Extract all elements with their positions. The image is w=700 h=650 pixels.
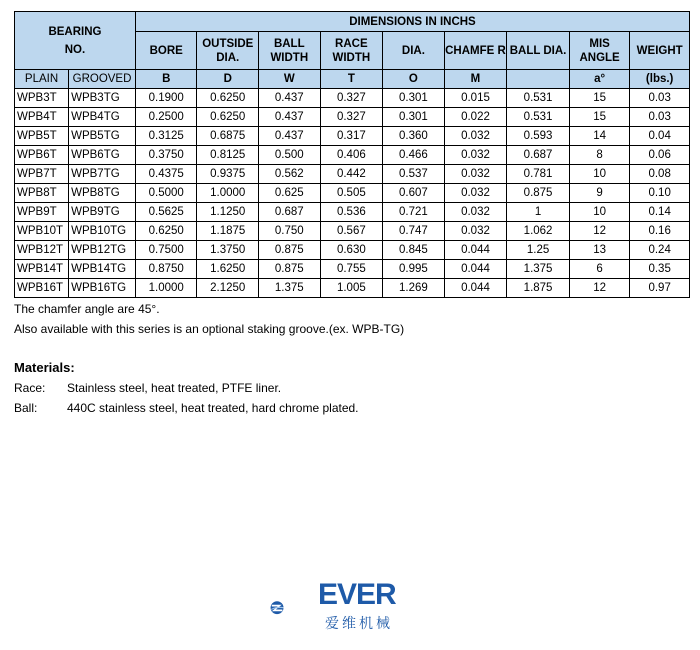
column-symbol: (lbs.) xyxy=(630,70,690,89)
grooved-part-number: WPB9TG xyxy=(69,203,136,222)
column-header: BORE xyxy=(135,32,197,70)
table-cell: 0.537 xyxy=(383,165,445,184)
table-row xyxy=(15,184,690,203)
table-row xyxy=(15,146,690,165)
table-cell: 0.4375 xyxy=(135,165,197,184)
column-header: BALL DIA. xyxy=(507,32,570,70)
column-header: WEIGHT xyxy=(630,32,690,70)
dimensions-title: DIMENSIONS IN INCHS xyxy=(135,12,689,32)
table-cell: 15 xyxy=(569,89,629,108)
plain-part-number: WPB9T xyxy=(15,203,69,222)
table-cell: 13 xyxy=(569,241,629,260)
table-cell: 0.442 xyxy=(320,165,383,184)
table-cell: 6 xyxy=(569,260,629,279)
grooved-part-number: WPB10TG xyxy=(69,222,136,241)
table-cell: 0.03 xyxy=(630,108,690,127)
table-cell: 0.301 xyxy=(383,89,445,108)
ever-logo-icon xyxy=(270,583,320,633)
plain-part-number: WPB6T xyxy=(15,146,69,165)
grooved-part-number: WPB4TG xyxy=(69,108,136,127)
table-cell: 0.687 xyxy=(259,203,321,222)
table-cell: 0.044 xyxy=(444,241,507,260)
table-cell: 10 xyxy=(569,203,629,222)
bearing-no-header: BEARING NO. xyxy=(15,12,136,70)
table-cell: 0.032 xyxy=(444,203,507,222)
grooved-part-number: WPB14TG xyxy=(69,260,136,279)
table-cell: 0.875 xyxy=(507,184,570,203)
table-row xyxy=(15,108,690,127)
table-cell: 0.6250 xyxy=(197,108,259,127)
table-cell: 1.25 xyxy=(507,241,570,260)
table-cell: 0.06 xyxy=(630,146,690,165)
table-cell: 0.3750 xyxy=(135,146,197,165)
table-row xyxy=(15,127,690,146)
table-cell: 0.7500 xyxy=(135,241,197,260)
table-cell: 0.437 xyxy=(259,89,321,108)
table-cell: 0.630 xyxy=(320,241,383,260)
table-cell: 0.6250 xyxy=(197,89,259,108)
table-cell: 0.6250 xyxy=(135,222,197,241)
column-symbol: O xyxy=(383,70,445,89)
column-header: RACE WIDTH xyxy=(320,32,383,70)
column-header: CHAMFE R xyxy=(444,32,507,70)
table-cell: 0.781 xyxy=(507,165,570,184)
table-cell: 10 xyxy=(569,165,629,184)
table-cell: 0.437 xyxy=(259,108,321,127)
table-cell: 1.875 xyxy=(507,279,570,298)
table-cell: 0.044 xyxy=(444,279,507,298)
table-cell: 0.845 xyxy=(383,241,445,260)
table-cell: 1.1875 xyxy=(197,222,259,241)
table-cell: 9 xyxy=(569,184,629,203)
table-cell: 2.1250 xyxy=(197,279,259,298)
table-cell: 0.875 xyxy=(259,241,321,260)
material-key: Ball: xyxy=(14,401,38,415)
table-cell: 1.6250 xyxy=(197,260,259,279)
table-cell: 0.6875 xyxy=(197,127,259,146)
table-cell: 0.9375 xyxy=(197,165,259,184)
table-row xyxy=(15,279,690,298)
table-row xyxy=(15,203,690,222)
grooved-part-number: WPB5TG xyxy=(69,127,136,146)
table-cell: 0.97 xyxy=(630,279,690,298)
table-cell: 0.032 xyxy=(444,146,507,165)
table-cell: 0.2500 xyxy=(135,108,197,127)
table-cell: 0.04 xyxy=(630,127,690,146)
table-cell: 0.5625 xyxy=(135,203,197,222)
table-cell: 0.437 xyxy=(259,127,321,146)
table-cell: 0.022 xyxy=(444,108,507,127)
table-cell: 1.062 xyxy=(507,222,570,241)
table-cell: 0.35 xyxy=(630,260,690,279)
table-cell: 0.995 xyxy=(383,260,445,279)
plain-part-number: WPB4T xyxy=(15,108,69,127)
table-cell: 0.015 xyxy=(444,89,507,108)
table-cell: 0.875 xyxy=(259,260,321,279)
table-row xyxy=(15,260,690,279)
table-cell: 0.8125 xyxy=(197,146,259,165)
table-cell: 1.005 xyxy=(320,279,383,298)
column-symbol: B xyxy=(135,70,197,89)
column-symbol xyxy=(507,70,570,89)
plain-part-number: WPB14T xyxy=(15,260,69,279)
table-cell: 0.032 xyxy=(444,184,507,203)
logo-wordmark: EVER xyxy=(318,578,396,611)
table-cell: 1.375 xyxy=(259,279,321,298)
table-cell: 1.375 xyxy=(507,260,570,279)
column-symbol: W xyxy=(259,70,321,89)
column-header: MIS ANGLE xyxy=(569,32,629,70)
plain-part-number: WPB7T xyxy=(15,165,69,184)
plain-part-number: WPB3T xyxy=(15,89,69,108)
table-cell: 0.466 xyxy=(383,146,445,165)
table-cell: 1.1250 xyxy=(197,203,259,222)
table-cell: 12 xyxy=(569,279,629,298)
table-cell: 0.10 xyxy=(630,184,690,203)
column-symbol: T xyxy=(320,70,383,89)
table-cell: 0.24 xyxy=(630,241,690,260)
grooved-header: GROOVED xyxy=(69,70,136,89)
table-cell: 0.317 xyxy=(320,127,383,146)
column-symbol: M xyxy=(444,70,507,89)
table-cell: 12 xyxy=(569,222,629,241)
material-value: Stainless steel, heat treated, PTFE liner. xyxy=(67,381,282,395)
table-cell: 0.8750 xyxy=(135,260,197,279)
grooved-part-number: WPB12TG xyxy=(69,241,136,260)
materials-title: Materials: xyxy=(14,360,75,375)
table-cell: 0.687 xyxy=(507,146,570,165)
table-cell: 0.360 xyxy=(383,127,445,146)
table-cell: 0.505 xyxy=(320,184,383,203)
table-cell: 0.567 xyxy=(320,222,383,241)
logo-chinese-name: 爱维机械 xyxy=(325,616,393,632)
table-cell: 0.5000 xyxy=(135,184,197,203)
table-cell: 0.607 xyxy=(383,184,445,203)
table-cell: 0.721 xyxy=(383,203,445,222)
grooved-part-number: WPB8TG xyxy=(69,184,136,203)
material-race xyxy=(14,381,281,395)
table-cell: 0.032 xyxy=(444,127,507,146)
grooved-part-number: WPB6TG xyxy=(69,146,136,165)
column-header: BALL WIDTH xyxy=(259,32,321,70)
table-cell: 0.327 xyxy=(320,108,383,127)
table-cell: 0.755 xyxy=(320,260,383,279)
table-cell: 14 xyxy=(569,127,629,146)
table-cell: 1 xyxy=(507,203,570,222)
table-cell: 0.747 xyxy=(383,222,445,241)
table-cell: 0.032 xyxy=(444,165,507,184)
table-cell: 0.536 xyxy=(320,203,383,222)
plain-part-number: WPB5T xyxy=(15,127,69,146)
table-cell: 0.531 xyxy=(507,89,570,108)
material-key: Race: xyxy=(14,381,46,395)
material-value: 440C stainless steel, heat treated, hard chrome plated. xyxy=(67,401,359,415)
grooved-part-number: WPB16TG xyxy=(69,279,136,298)
table-cell: 0.3125 xyxy=(135,127,197,146)
table-cell: 0.562 xyxy=(259,165,321,184)
table-cell: 0.1900 xyxy=(135,89,197,108)
table-row xyxy=(15,89,690,108)
column-header: DIA. xyxy=(383,32,445,70)
plain-header: PLAIN xyxy=(15,70,69,89)
table-cell: 1.0000 xyxy=(135,279,197,298)
table-cell: 0.032 xyxy=(444,222,507,241)
table-cell: 1.0000 xyxy=(197,184,259,203)
table-row xyxy=(15,222,690,241)
table-cell: 0.750 xyxy=(259,222,321,241)
table-cell: 0.14 xyxy=(630,203,690,222)
plain-part-number: WPB12T xyxy=(15,241,69,260)
column-symbol: a° xyxy=(569,70,629,89)
table-cell: 0.593 xyxy=(507,127,570,146)
plain-part-number: WPB8T xyxy=(15,184,69,203)
table-cell: 1.269 xyxy=(383,279,445,298)
column-header: OUTSIDE DIA. xyxy=(197,32,259,70)
table-cell: 1.3750 xyxy=(197,241,259,260)
table-cell: 0.327 xyxy=(320,89,383,108)
plain-part-number: WPB10T xyxy=(15,222,69,241)
chamfer-note: The chamfer angle are 45°. xyxy=(14,302,160,316)
table-row xyxy=(15,165,690,184)
table-cell: 0.500 xyxy=(259,146,321,165)
table-cell: 0.08 xyxy=(630,165,690,184)
dimensions-table xyxy=(14,11,690,298)
table-cell: 0.625 xyxy=(259,184,321,203)
column-symbol: D xyxy=(197,70,259,89)
grooved-part-number: WPB3TG xyxy=(69,89,136,108)
table-cell: 0.16 xyxy=(630,222,690,241)
table-cell: 8 xyxy=(569,146,629,165)
grooved-part-number: WPB7TG xyxy=(69,165,136,184)
table-cell: 0.531 xyxy=(507,108,570,127)
table-cell: 0.044 xyxy=(444,260,507,279)
table-cell: 0.301 xyxy=(383,108,445,127)
plain-part-number: WPB16T xyxy=(15,279,69,298)
table-cell: 15 xyxy=(569,108,629,127)
material-ball xyxy=(14,401,359,415)
table-cell: 0.03 xyxy=(630,89,690,108)
table-cell: 0.406 xyxy=(320,146,383,165)
table-row xyxy=(15,241,690,260)
staking-note: Also available with this series is an optional staking groove.(ex. WPB-TG) xyxy=(14,322,405,336)
